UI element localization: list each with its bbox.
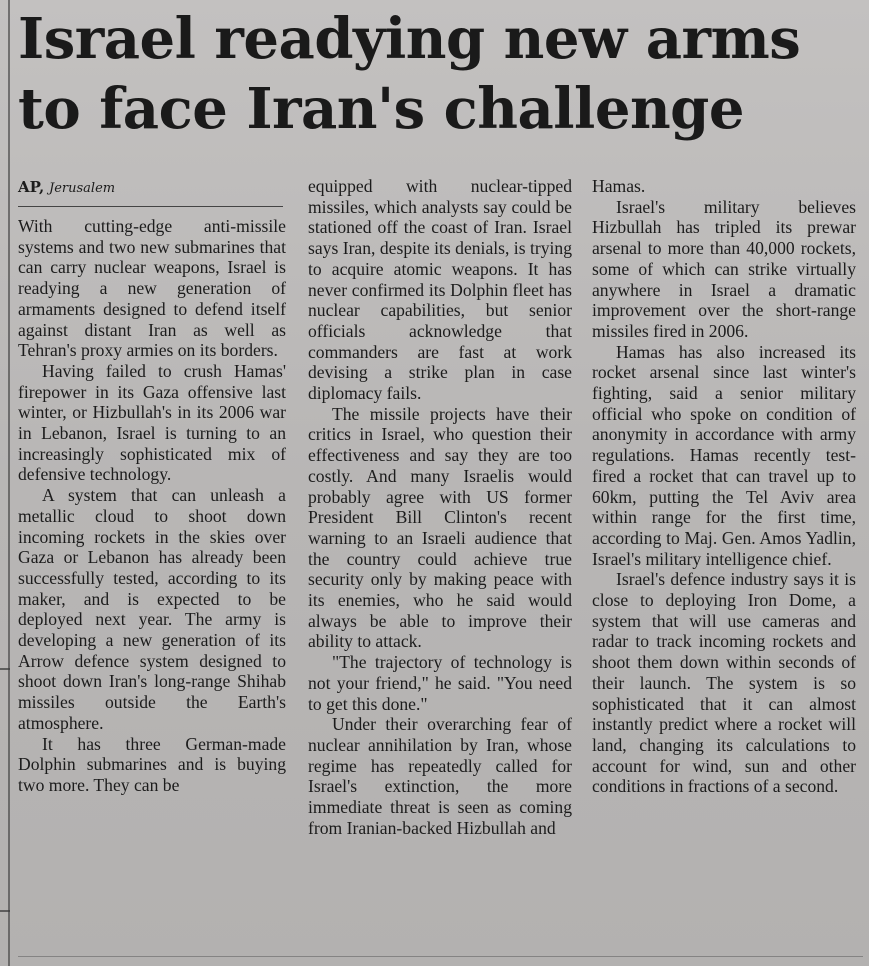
article-column-2 <box>308 176 572 839</box>
headline: Israel readying new arms to face Iran's challenge <box>18 6 801 142</box>
paragraph: "The trajectory of technology is not your friend," he said. "You need to get this done." <box>308 652 572 714</box>
article-column-1 <box>18 216 286 796</box>
paragraph: Israel's military believes Hizbullah has tripled its prewar arsenal to more than 40,000 rockets, some of which can strike virtually anywhere in Israel a dramatic improvement over the short-range missiles fired in 2006. <box>592 196 856 341</box>
paragraph: A system that can unleash a metallic cloud to shoot down incoming rockets in the skies over Gaza or Lebanon has already been successfully tested, according to its maker, and is expected to be deployed next year. The army is developing a new generation of its Arrow defence system designed to shoot down Iran's long-range Shihab missiles outside the Earth's atmosphere. <box>18 485 286 733</box>
byline-agency: AP, <box>18 178 45 196</box>
margin-bracket <box>0 668 10 912</box>
paragraph: The missile projects have their critics in Israel, who question their effectiveness and say they are too costly. And many Israelis would probably agree with US former President Bill Clinton's recent warning to an Israeli audience that the country could achieve true security only by making peace with its enemies, who he said would always be able to improve their ability to attack. <box>308 403 572 652</box>
paragraph: Under their overarching fear of nuclear annihilation by Iran, whose regime has repeatedly called for Israel's extinction, the more immediate threat is seen as coming from Iranian-backed Hizbullah and <box>308 714 572 838</box>
bottom-rule <box>18 956 863 957</box>
paragraph: Hamas has also increased its rocket arsenal since last winter's fighting, said a senior military official who spoke on condition of anonymity in accordance with army regulations. Hamas recently test-fired a rocket that can travel up to 60km, putting the Tel Aviv area within range for the first time, according to Maj. Gen. Amos Yadlin, Israel's military intelligence chief. <box>592 341 856 569</box>
paragraph: Having failed to crush Hamas' firepower in its Gaza offensive last winter, or Hizbullah's in its 2006 war in Lebanon, Israel is turning to an increasingly sophisticated mix of defensive technology. <box>18 360 286 485</box>
byline-location: Jerusalem <box>49 181 116 196</box>
paragraph: Hamas. <box>592 176 646 196</box>
paragraph: With cutting-edge anti-missile systems and two new submarines that can carry nuclear weapons, Israel is readying a new generation of armaments designed to defend itself against distant Iran as well as Tehran's proxy armies on its borders. <box>18 216 286 361</box>
paragraph: Israel's defence industry says it is close to deploying Iron Dome, a system that will use cameras and radar to track incoming rockets and shoot them down within seconds of their launch. The system is so sophisticated that it can almost instantly predict where a rocket will land, changing its calculations to account for wind, sun and other conditions in fractions of a second. <box>592 569 856 797</box>
byline <box>18 178 283 207</box>
article-column-3 <box>592 176 856 797</box>
paragraph: It has three German-made Dolphin submarines and is buying two more. They can be <box>18 733 286 795</box>
paragraph: equipped with nuclear-tipped missiles, which analysts say could be stationed off the coast of Iran. Israel says Iran, despite its denials, is trying to acquire atomic weapons. It has never confirmed its Dolphin fleet has nuclear capabilities, but senior officials acknowledge that commanders are fast at work devising a strike plan in case diplomacy fails. <box>308 176 572 404</box>
